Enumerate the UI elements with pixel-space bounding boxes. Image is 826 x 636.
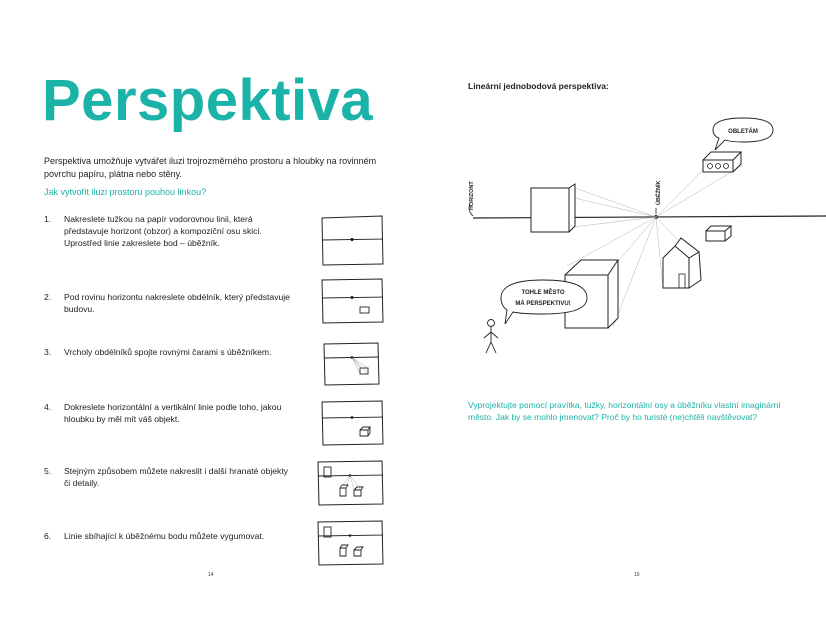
speech-bubble-line-2: MÁ PERSPEKTIVU! xyxy=(515,301,571,307)
building-far xyxy=(531,184,575,232)
intro-paragraph: Perspektiva umožňuje vytvářet iluzi trojrozměrného prostoru a hloubky na rovinném povrchu papíru, plátna nebo stěny. xyxy=(44,156,377,179)
step-5-sketch xyxy=(314,458,386,508)
city-perspective-illustration xyxy=(413,110,826,360)
page-number: 14 xyxy=(208,572,214,578)
stick-figure xyxy=(484,320,498,354)
label-ubeznik: ÚBĚŽNÍK xyxy=(656,180,662,205)
question-text: Jak vytvořit iluzi prostoru pouhou linkou? xyxy=(44,187,207,197)
task-text: Vyprojektujte pomocí pravítka, tužky, horizontální osy a úběžníku vlastní imaginární město. Jak by se mohlo jmenovat? Proč by ho turisté (ne)chtěli navštěvovat? xyxy=(468,400,781,422)
step-6 xyxy=(44,530,294,542)
step-6-sketch xyxy=(314,518,386,568)
page-number: 15 xyxy=(634,572,640,578)
step-text: Pod rovinu horizontu nakreslete obdélník, který představuje budovu. xyxy=(64,292,290,314)
step-2-sketch xyxy=(318,276,386,326)
speech-bubble-ufo-text: OBLETÁM xyxy=(728,129,758,135)
ufo xyxy=(703,152,741,172)
step-4-sketch xyxy=(318,398,386,448)
step-number: 4. xyxy=(44,402,52,412)
step-text: Vrcholy obdélníků spojte rovnými čarami s úběžníkem. xyxy=(64,347,272,357)
step-number: 3. xyxy=(44,347,52,357)
house xyxy=(663,238,701,288)
step-4 xyxy=(44,401,294,425)
small-box xyxy=(706,226,731,241)
step-1-sketch xyxy=(318,212,386,268)
step-3 xyxy=(44,346,294,358)
step-text: Nakreslete tužkou na papír vodorovnou linii, která představuje horizont (obzor) a kompoziční osu skici. Uprostřed linie zakreslete bod – úběžník. xyxy=(64,214,262,248)
step-1 xyxy=(44,213,294,249)
step-2 xyxy=(44,291,294,315)
step-number: 1. xyxy=(44,214,52,224)
step-5 xyxy=(44,465,294,489)
step-number: 6. xyxy=(44,531,52,541)
page-title: Perspektiva xyxy=(42,68,374,133)
speech-bubble-line-1: TOHLE MĚSTO xyxy=(521,290,565,296)
right-page xyxy=(413,0,826,636)
label-horizont: HORIZONT xyxy=(469,181,475,210)
step-text: Stejným způsobem můžete nakreslit i další hranaté objekty či detaily. xyxy=(64,466,289,488)
section-heading: Lineární jednobodová perspektiva: xyxy=(468,81,609,91)
step-number: 5. xyxy=(44,466,52,476)
step-3-sketch xyxy=(320,340,382,388)
step-text: Linie sbíhající k úběžnému bodu můžete vygumovat. xyxy=(64,531,265,541)
step-text: Dokreslete horizontální a vertikální linie podle toho, jakou hloubku by měl mít váš objekt. xyxy=(64,402,282,424)
step-number: 2. xyxy=(44,292,52,302)
